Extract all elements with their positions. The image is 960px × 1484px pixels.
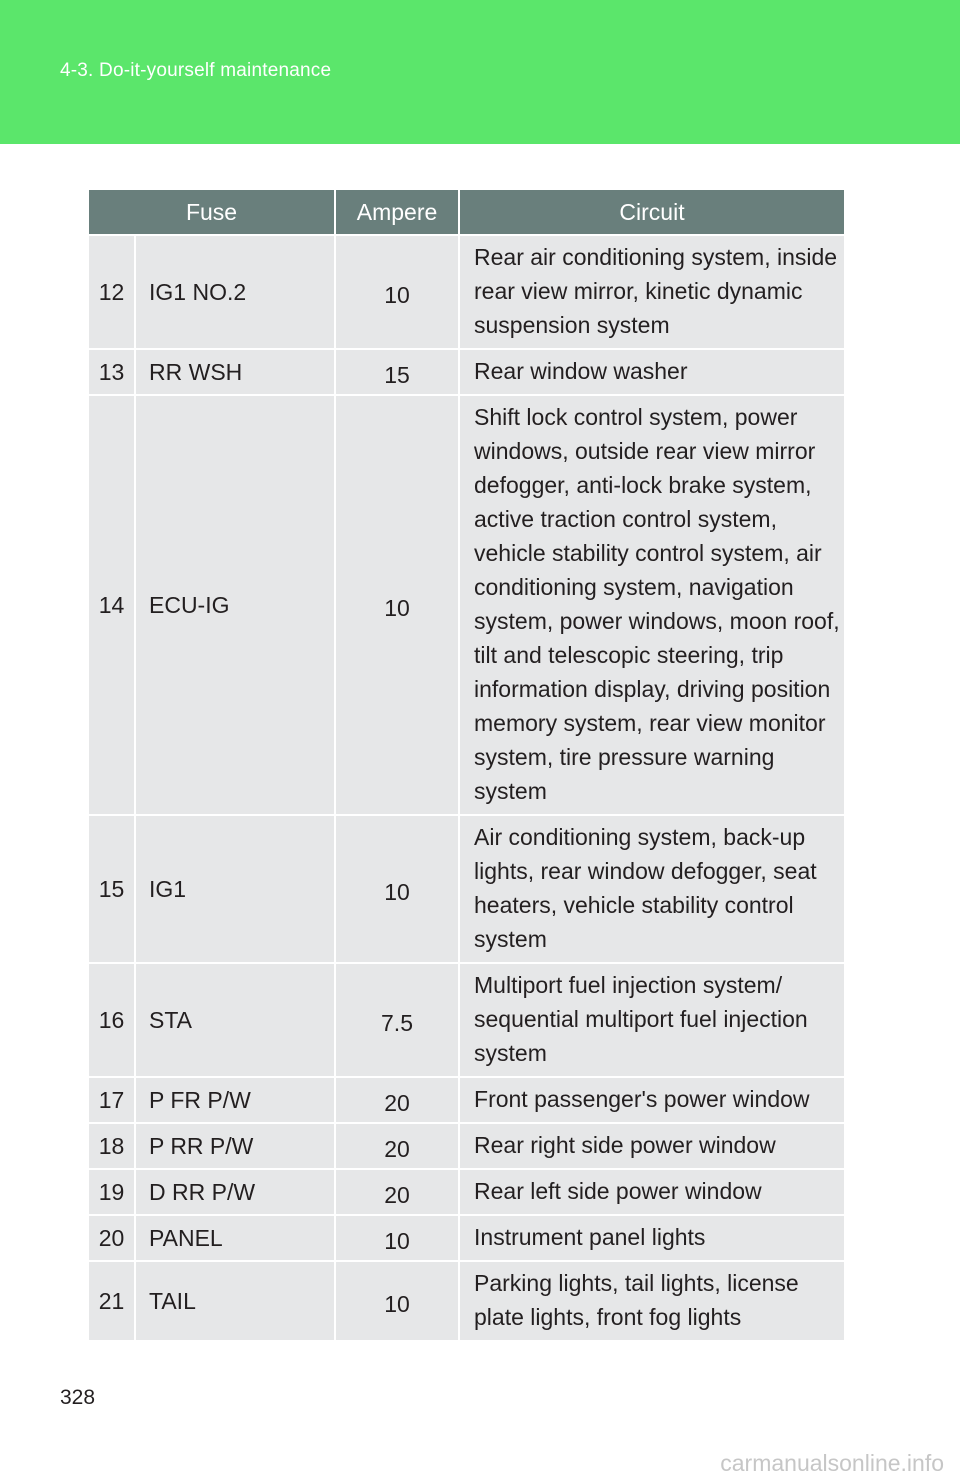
fuse-ampere: 10 xyxy=(335,815,459,963)
fuse-ampere: 10 xyxy=(335,1215,459,1261)
fuse-circuit: Shift lock control system, power windows, outside rear view mirror defogger, anti-lock brake system, active traction control system, vehicle stability control system, air conditioning system, navigation system, power windows, moon roof, tilt and telescopic steering, trip information display, driving position memory system, rear view monitor system, tire pressure warning system xyxy=(459,395,844,815)
fuse-number: 21 xyxy=(89,1261,135,1340)
fuse-number: 18 xyxy=(89,1123,135,1169)
fuse-circuit: Front passenger's power window xyxy=(459,1077,844,1123)
column-header-circuit: Circuit xyxy=(459,190,844,235)
fuse-ampere: 20 xyxy=(335,1077,459,1123)
table-row xyxy=(89,349,844,395)
fuse-number: 17 xyxy=(89,1077,135,1123)
table-row xyxy=(89,1215,844,1261)
fuse-ampere: 20 xyxy=(335,1169,459,1215)
fuse-number: 13 xyxy=(89,349,135,395)
page-number: 328 xyxy=(60,1386,96,1409)
table-row xyxy=(89,1077,844,1123)
fuse-name: IG1 NO.2 xyxy=(135,235,335,349)
fuse-ampere: 10 xyxy=(335,395,459,815)
fuse-name: IG1 xyxy=(135,815,335,963)
fuse-circuit: Rear window washer xyxy=(459,349,844,395)
fuse-name: TAIL xyxy=(135,1261,335,1340)
fuse-name: STA xyxy=(135,963,335,1077)
fuse-number: 12 xyxy=(89,235,135,349)
fuse-number: 14 xyxy=(89,395,135,815)
table-row xyxy=(89,963,844,1077)
header-band xyxy=(0,0,960,144)
fuse-ampere: 10 xyxy=(335,235,459,349)
table-row xyxy=(89,395,844,815)
table-row xyxy=(89,1261,844,1340)
fuse-circuit: Multiport fuel injection system/ sequential multiport fuel injection system xyxy=(459,963,844,1077)
table-row xyxy=(89,815,844,963)
column-header-ampere: Ampere xyxy=(335,190,459,235)
table-row xyxy=(89,1169,844,1215)
fuse-circuit: Instrument panel lights xyxy=(459,1215,844,1261)
fuse-ampere: 15 xyxy=(335,349,459,395)
table-header-row xyxy=(89,190,844,235)
section-title: 4-3. Do-it-yourself maintenance xyxy=(60,60,332,81)
table-row xyxy=(89,235,844,349)
fuse-name: ECU-IG xyxy=(135,395,335,815)
fuse-circuit: Rear air conditioning system, inside rear view mirror, kinetic dynamic suspension system xyxy=(459,235,844,349)
fuse-circuit: Parking lights, tail lights, license plate lights, front fog lights xyxy=(459,1261,844,1340)
fuse-number: 20 xyxy=(89,1215,135,1261)
fuse-name: PANEL xyxy=(135,1215,335,1261)
watermark: carmanualsonline.info xyxy=(720,1450,944,1476)
fuse-ampere: 7.5 xyxy=(335,963,459,1077)
fuse-number: 19 xyxy=(89,1169,135,1215)
fuse-number: 16 xyxy=(89,963,135,1077)
fuse-name: P RR P/W xyxy=(135,1123,335,1169)
fuse-name: P FR P/W xyxy=(135,1077,335,1123)
fuse-ampere: 10 xyxy=(335,1261,459,1340)
fuse-ampere: 20 xyxy=(335,1123,459,1169)
fuse-circuit: Rear right side power window xyxy=(459,1123,844,1169)
fuse-table xyxy=(89,190,844,1340)
fuse-number: 15 xyxy=(89,815,135,963)
fuse-circuit: Air conditioning system, back-up lights, rear window defogger, seat heaters, vehicle stability control system xyxy=(459,815,844,963)
fuse-name: RR WSH xyxy=(135,349,335,395)
column-header-fuse: Fuse xyxy=(89,190,335,235)
fuse-name: D RR P/W xyxy=(135,1169,335,1215)
table-row xyxy=(89,1123,844,1169)
fuse-circuit: Rear left side power window xyxy=(459,1169,844,1215)
